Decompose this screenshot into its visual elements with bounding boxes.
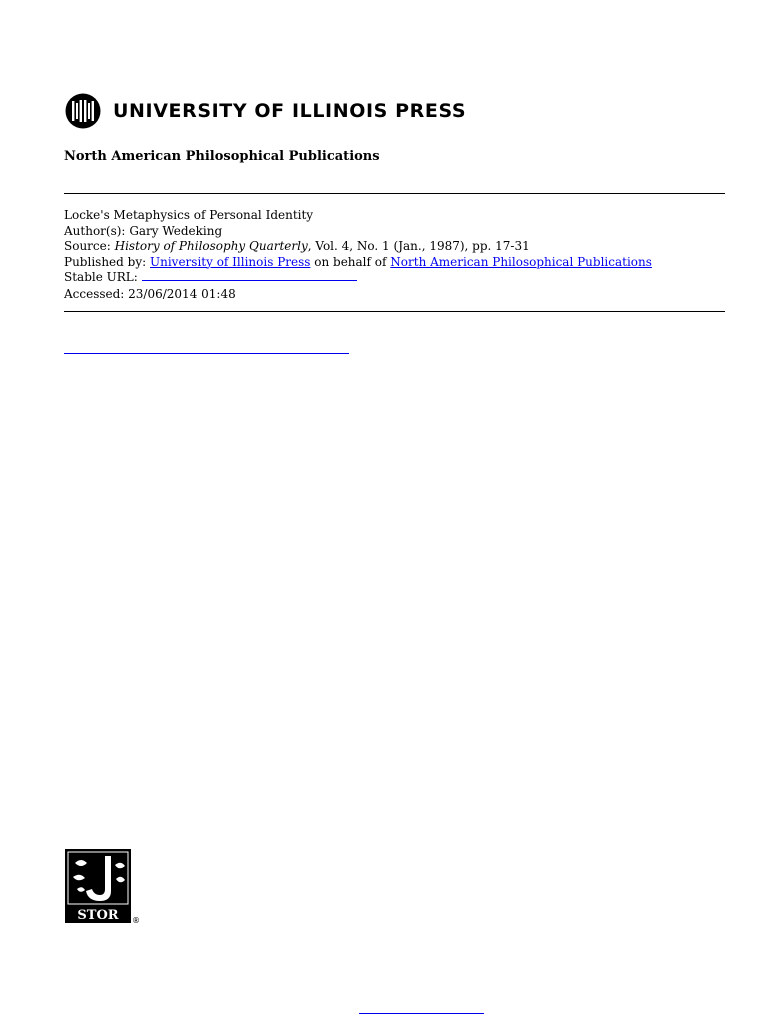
stable-url-label: Stable URL: xyxy=(64,270,138,284)
author-name: Gary Wedeking xyxy=(129,223,223,238)
jstor-logo-icon xyxy=(65,849,143,925)
stable-url-link[interactable] xyxy=(142,270,357,281)
publisher-link[interactable]: University of Illinois Press xyxy=(149,254,311,269)
organization-link[interactable]: North American Philosophical Publications xyxy=(390,254,652,269)
published-line xyxy=(64,255,652,271)
divider-bottom xyxy=(64,311,725,312)
published-label: Published by: xyxy=(64,254,147,269)
divider-top xyxy=(64,193,725,194)
citation-block xyxy=(64,208,652,302)
article-title: Locke's Metaphysics of Personal Identity xyxy=(64,208,314,222)
registered-mark: ® xyxy=(132,916,140,925)
jstor-logo-text: STOR xyxy=(77,908,119,923)
author-line xyxy=(64,224,652,240)
publisher-name: UNIVERSITY OF ILLINOIS PRESS xyxy=(113,100,467,122)
source-label: Source: xyxy=(64,239,111,253)
publisher-header xyxy=(65,93,466,129)
university-of-illinois-press-seal-icon xyxy=(65,93,101,129)
on-behalf-text: on behalf of xyxy=(314,254,387,269)
source-details: , Vol. 4, No. 1 (Jan., 1987), pp. 17-31 xyxy=(307,239,530,253)
terms-link-underline[interactable] xyxy=(64,353,349,354)
stable-url-line xyxy=(64,270,652,286)
source-line xyxy=(64,239,652,255)
accessed-line: Accessed: 23/06/2014 01:48 xyxy=(64,286,236,301)
journal-title: History of Philosophy Quarterly xyxy=(114,239,308,253)
footer-link-underline[interactable] xyxy=(359,1013,484,1014)
organization-name: North American Philosophical Publications xyxy=(64,149,380,164)
author-label: Author(s): xyxy=(64,223,126,238)
